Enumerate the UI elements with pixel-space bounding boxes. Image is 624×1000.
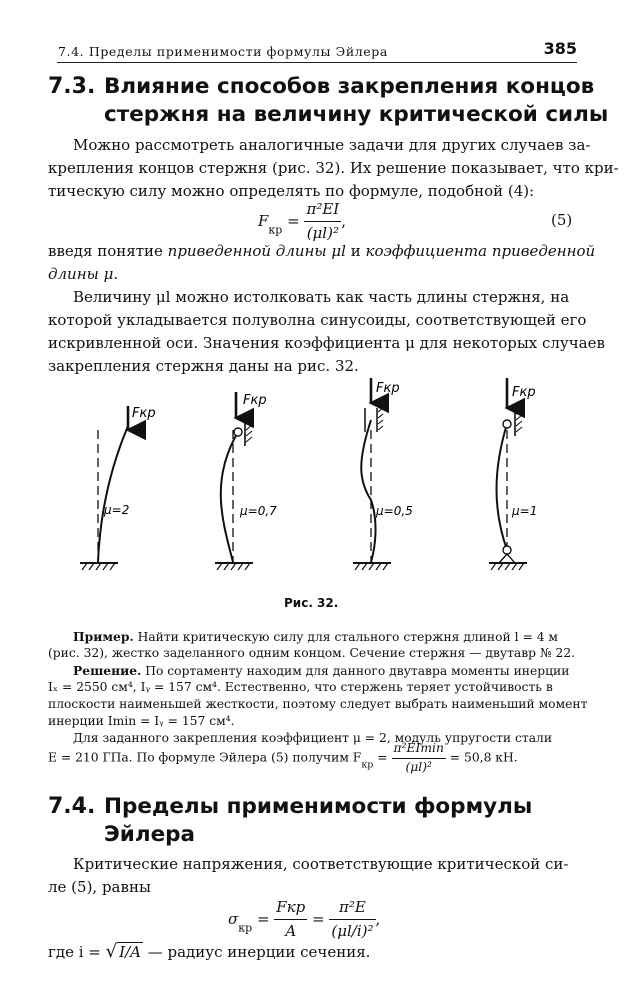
stress-fraction-2-num: π²E [329,896,375,920]
case4-hatch [491,563,524,570]
formula-denominator: (μl)² [306,224,339,242]
solution-line6: E = 210 ГПа. По формуле Эйлера (5) получим $F_{кр}$ = $\frac{\text{π²EImin}}{\text{(μl)²}}$ = 50,8 кН. [48,740,518,776]
para3-line3: искривленной оси. Значения коэффициента μ для некоторых случаев [48,334,605,352]
solution-denominator: (μl)² [405,759,432,774]
example-line1-text: Найти критическую силу для стального стержня длиной l = 4 м [133,630,558,644]
running-header: 7.4. Пределы применимости формулы Эйлера [58,44,388,59]
header-rule [57,62,577,63]
para1-line2: крепления концов стержня (рис. 32). Их решение показывает, что кри- [48,159,619,177]
case4-bottom-pin [503,546,511,554]
solution-line5: Для заданного закрепления коэффициент μ = 2, модуль упругости стали [73,731,553,745]
figure-caption: Рис. 32. [284,596,339,610]
case-pinned-pinned [489,378,537,570]
case-cantilever [80,406,156,570]
formula-lhs: F [258,212,269,230]
case2-force-label: Fкр [243,393,267,408]
para1-line1: Можно рассмотреть аналогичные задачи для других случаев за- [73,136,591,154]
case4-mu-label: μ=1 [512,504,538,518]
sec74-para-line1: Критические напряжения, соответствующие критической си- [73,855,569,873]
case2-buckled-column [221,432,238,562]
stress-fraction-1-num: Fкр [274,896,307,920]
case2-pin [234,428,242,436]
stress-fraction-2-den: (μl/i)² [331,922,374,940]
radius-text-a: где i = [48,943,106,961]
stress-fraction-2 [329,896,375,943]
para2-term-reduced-length: приведенной длины μl [167,242,346,260]
para2-text-a: введя понятие [48,242,168,260]
sec74-para-line2: ле (5), равны [48,878,151,896]
case4-force-label: Fкр [512,385,536,400]
section-73-title-line2: стержня на величину критической силы [104,102,609,127]
radius-of-gyration-line [48,940,370,964]
case4-wall-hatch [516,409,522,432]
solution-line1-text: По сортаменту находим для данного двутавра моменты инерции [141,664,570,678]
stress-lhs: σ [228,910,239,928]
stress-sub: кр [238,921,253,935]
figure-32-column-supports [60,370,570,585]
case1-buckled-column [98,426,128,562]
section-74-title-line1: Пределы применимости формулы [104,794,533,819]
solution-line6-text: E = 210 ГПа. По формуле Эйлера (5) получим F [48,750,362,765]
para3-line2: которой укладывается полуволна синусоиды, соответствующей его [48,311,587,329]
stress-fraction-1 [274,896,307,943]
sqrt-sign: √ [105,941,118,962]
para3-line1: Величину μl можно истолковать как часть длины стержня, на [73,288,570,306]
stress-fraction-1-den: A [285,922,297,940]
case3-hatch [355,563,388,570]
radius-text-b: — радиус инерции сечения. [142,943,371,961]
case1-hatch [82,563,115,570]
solution-force-sub: кр [361,759,374,771]
case-fixed-fixed [353,378,413,570]
case2-wall-hatch [246,419,252,442]
case-fixed-pinned [215,392,277,570]
case2-hatch [217,563,250,570]
solution-heading: Решение. [73,663,142,678]
para1-line3: тическую силу можно определять по формуле, подобной (4): [48,182,535,200]
section-73-number: 7.3. [48,74,96,99]
page-number: 385 [543,39,577,58]
solution-fraction [392,740,446,776]
formula-sub: кр [268,223,283,237]
example-line1 [73,628,558,647]
para2-text-c: и [345,242,366,260]
solution-line4: инерции Imin = Iᵧ = 157 см⁴. [48,714,235,728]
case2-mu-label: μ=0,7 [240,504,277,518]
formula-fraction [304,198,341,245]
para2-line2: длины μ. [48,265,119,283]
euler-formula: $F_{кр}$ = $\frac{\text{π²EI}}{\text{(μl)²}}$ , [258,198,346,245]
case4-top-pin [503,420,511,428]
para2-line1 [48,240,595,263]
para3-line4: закрепления стержня даны на рис. 32. [48,357,359,375]
solution-result: = 50,8 кН. [449,750,518,765]
solution-numerator: π²EImin [392,740,446,759]
section-74-number: 7.4. [48,794,96,819]
solution-line1 [73,662,569,681]
case4-bottom-support [499,554,515,563]
sqrt-argument: I/A [119,943,141,961]
case3-force-label: Fкр [376,381,400,396]
case1-force-label: Fкр [132,406,156,421]
stress-formula: $\sigma_{кр}$ = $\frac{\text{Fкр}}{A}$ = $\frac{\text{π²E}}{\text{(μl/i)²}}$ , [228,896,380,943]
solution-line3: плоскости наименьшей жесткости, поэтому следует выбрать наименьший момент [48,697,588,711]
section-73-title-line1: Влияние способов закрепления концов [104,74,595,99]
case4-buckled-column [497,424,508,550]
para2-term-coefficient: коэффициента приведенной [365,242,596,260]
case3-mu-label: μ=0,5 [376,504,413,518]
example-line2: (рис. 32), жестко заделанного одним концом. Сечение стержня — двутавр № 22. [48,646,576,660]
example-heading: Пример. [73,629,134,644]
formula-numerator: π²EI [304,198,341,222]
formula-tag: (5) [551,211,573,229]
case3-buckled-column [361,420,375,562]
case1-mu-label: μ=2 [104,503,130,517]
case3-clamp-hatch [378,408,383,430]
section-74-title-line2: Эйлера [104,822,196,847]
solution-line2: Iₓ = 2550 см⁴, Iᵧ = 157 см⁴. Естественно, что стержень теряет устойчивость в [48,680,553,694]
